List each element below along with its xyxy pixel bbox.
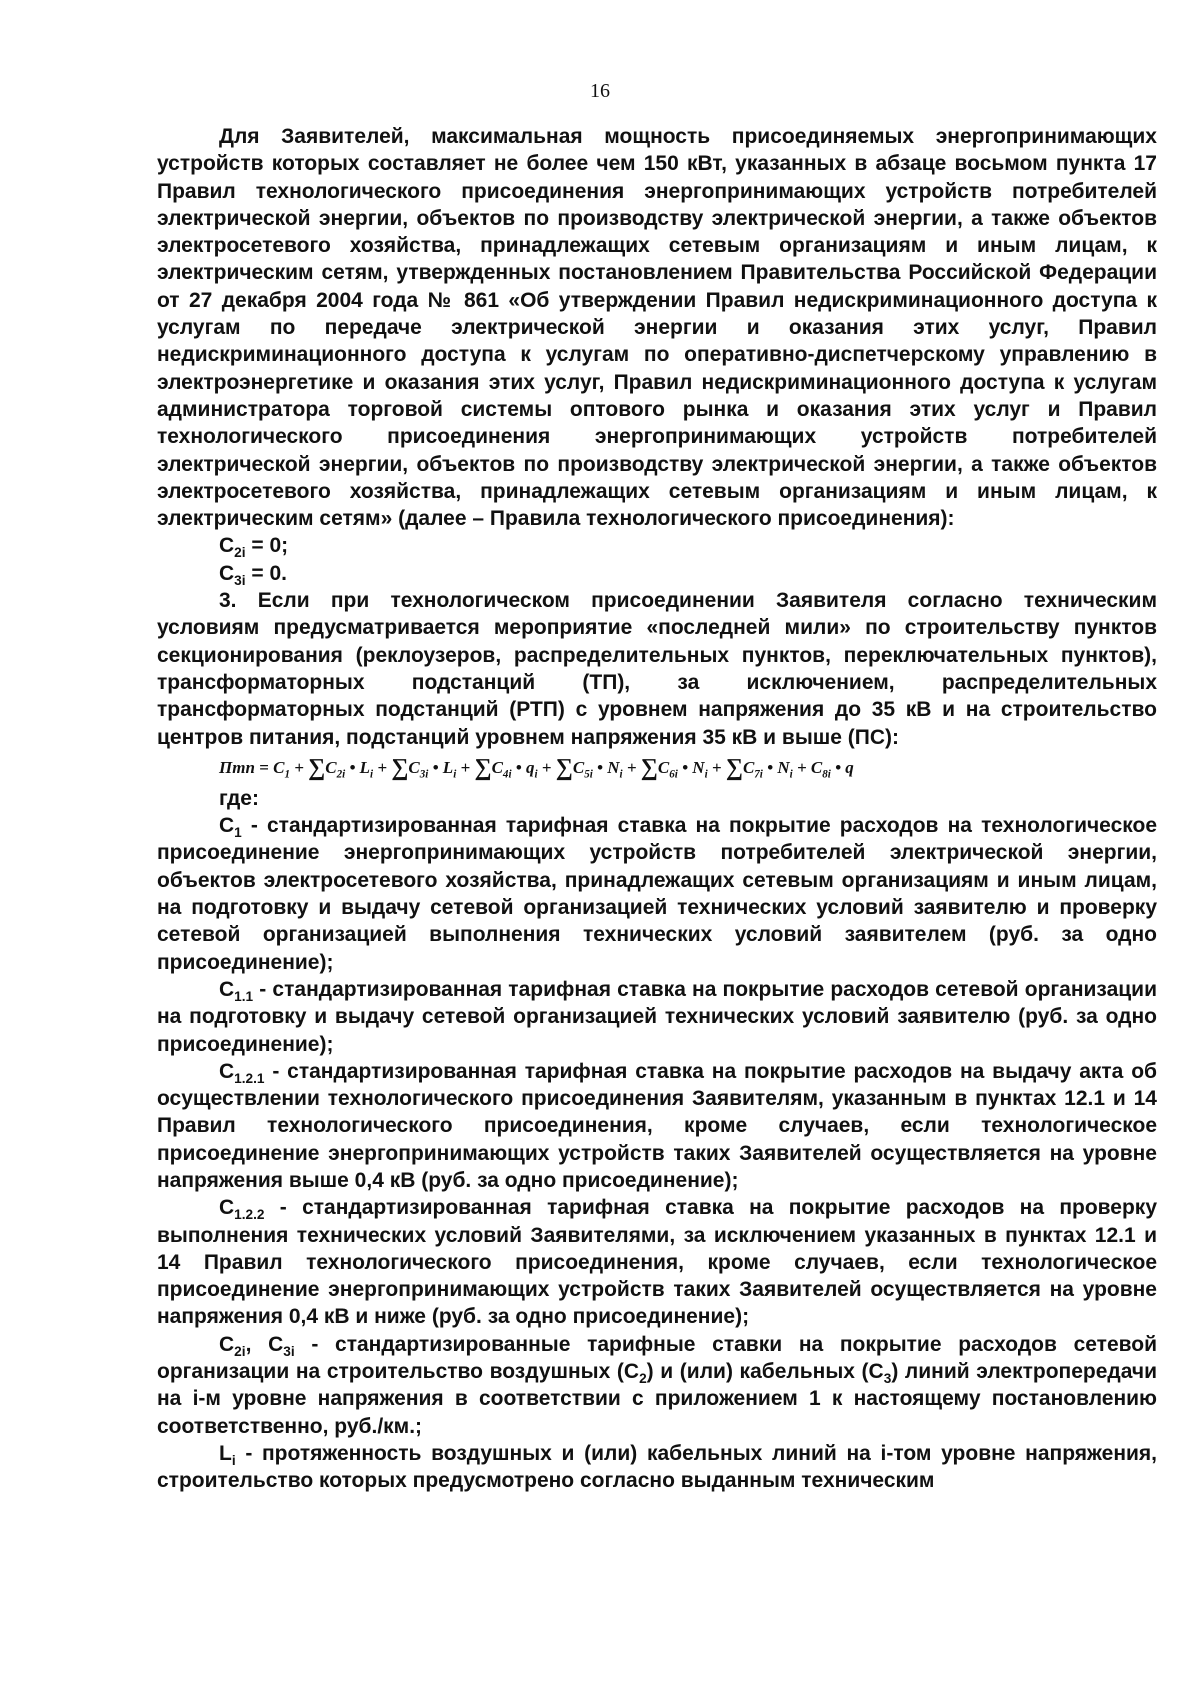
definition-c1-2-1: $C_{1.2.1}$ - стандартизированная тарифная ставка на покрытие расходов на выдачу акта об осуществлении технологического присоединения Заявителям, указанным в пунктах 12.1 и 14 Правил технологического присоединения, кроме случаев, если технологическое присоединение энергопринимающих устройств таких Заявителей осуществляется на уровне напряжения выше 0,4 кВ (руб. за одно присоединение); bbox=[157, 1059, 1157, 1192]
definition-li: $L_i$ - протяженность воздушных и (или) кабельных линий на i-том уровне напряжения, строительство которых предусмотрено согласно выданным техническим bbox=[157, 1441, 1157, 1493]
definition-c1: $C_1$ - стандартизированная тарифная ставка на покрытие расходов на технологическое присоединение энергопринимающих устройств потребителей электрической энергии, объектов электросетевого хозяйства, принадлежащих сетевым организациям и иным лицам, на подготовку и выдачу сетевой организацией технических условий заявителю и проверку сетевой организацией выполнения технических условий заявителем (руб. за одно присоединение); bbox=[157, 814, 1157, 974]
paragraph-applicants: Для Заявителей, максимальная мощность присоединяемых энергопринимающих устройств которых составляет не более чем 150 кВт, указанных в абзаце восьмом пункта 17 Правил технологического присоединения энергопринимающих устройств потребителей электрической энергии, объектов по производству электрической энергии, а также объектов электросетевого хозяйства, принадлежащих сетевым организациям и иным лицам, к электрическим сетям, утвержденных постановлением Правительства Российской Федерации от 27 декабря 2004 года № 861 «Об утверждении Правил недискриминационного доступа к услугам по передаче электрической энергии и оказания этих услуг, Правил недискриминационного доступа к услугам по оперативно-диспетчерскому управлению в электроэнергетике и оказания этих услуг, Правил недискриминационного доступа к услугам администратора торговой системы оптового рынка и оказания этих услуг и Правил технологического присоединения энергопринимающих устройств потребителей электрической энергии, объектов по производству электрической энергии, а также объектов электросетевого хозяйства, принадлежащих сетевым организациям и иным лицам, к электрическим сетям» (далее – Правила технологического присоединения): bbox=[157, 125, 1157, 531]
paragraph-last-mile: 3. Если при технологическом присоединении Заявителя согласно техническим условиям предусматривается мероприятие «последней мили» по строительству пунктов секционирования (реклоузеров, распределительных пунктов, переключательных пунктов), трансформаторных подстанций (ТП), за исключением, распределительных трансформаторных подстанций (РТП) с уровнем напряжения до 35 кВ и на строительство центров питания, подстанций уровнем напряжения 35 кВ и выше (ПС): bbox=[157, 589, 1157, 749]
where-label: где: bbox=[219, 786, 259, 810]
equation-c3i: $C_{3i} = 0$. bbox=[219, 561, 288, 588]
page-number: 16 bbox=[590, 80, 610, 102]
document-body bbox=[157, 123, 1157, 1495]
definition-c2i-c3i: $C_{2i}$, $C_{3i}$ - стандартизированные тарифные ставки на покрытие расходов сетевой организации на строительство воздушных $(C_2)$ и (или) кабельных $(C_3)$ линий электропередачи на i-м уровне напряжения в соответствии с приложением 1 к настоящему постановлению соответственно, руб./км.; bbox=[157, 1332, 1158, 1438]
definition-c1-1: $C_{1.1}$ - стандартизированная тарифная ставка на покрытие расходов сетевой организации на подготовку и выдачу сетевой организацией технических условий заявителю (руб. за одно присоединение); bbox=[157, 977, 1157, 1056]
definition-c1-2-2: $C_{1.2.2}$ - стандартизированная тарифная ставка на покрытие расходов на проверку выполнения технических условий Заявителями, за исключением указанных в пунктах 12.1 и 14 Правил технологического присоединения, кроме случаев, если технологическое присоединение энергопринимающих устройств таких Заявителей осуществляется на уровне напряжения 0,4 кВ и ниже (руб. за одно присоединение); bbox=[157, 1196, 1157, 1329]
fee-formula: Птп = $C_1 + \sum C_{2i}$ • $L_i + \sum C_{3i}$ • $L_i + \sum C_{4i}$ • $q_i + \sum C_{5i}$ • $N_i + \sum C_{6i}$ • $N_i + \sum C_{7i}$ • $N_i + C_{8i}$ • q bbox=[219, 754, 854, 781]
equation-c2i: $C_{2i} = 0$; bbox=[219, 534, 289, 561]
